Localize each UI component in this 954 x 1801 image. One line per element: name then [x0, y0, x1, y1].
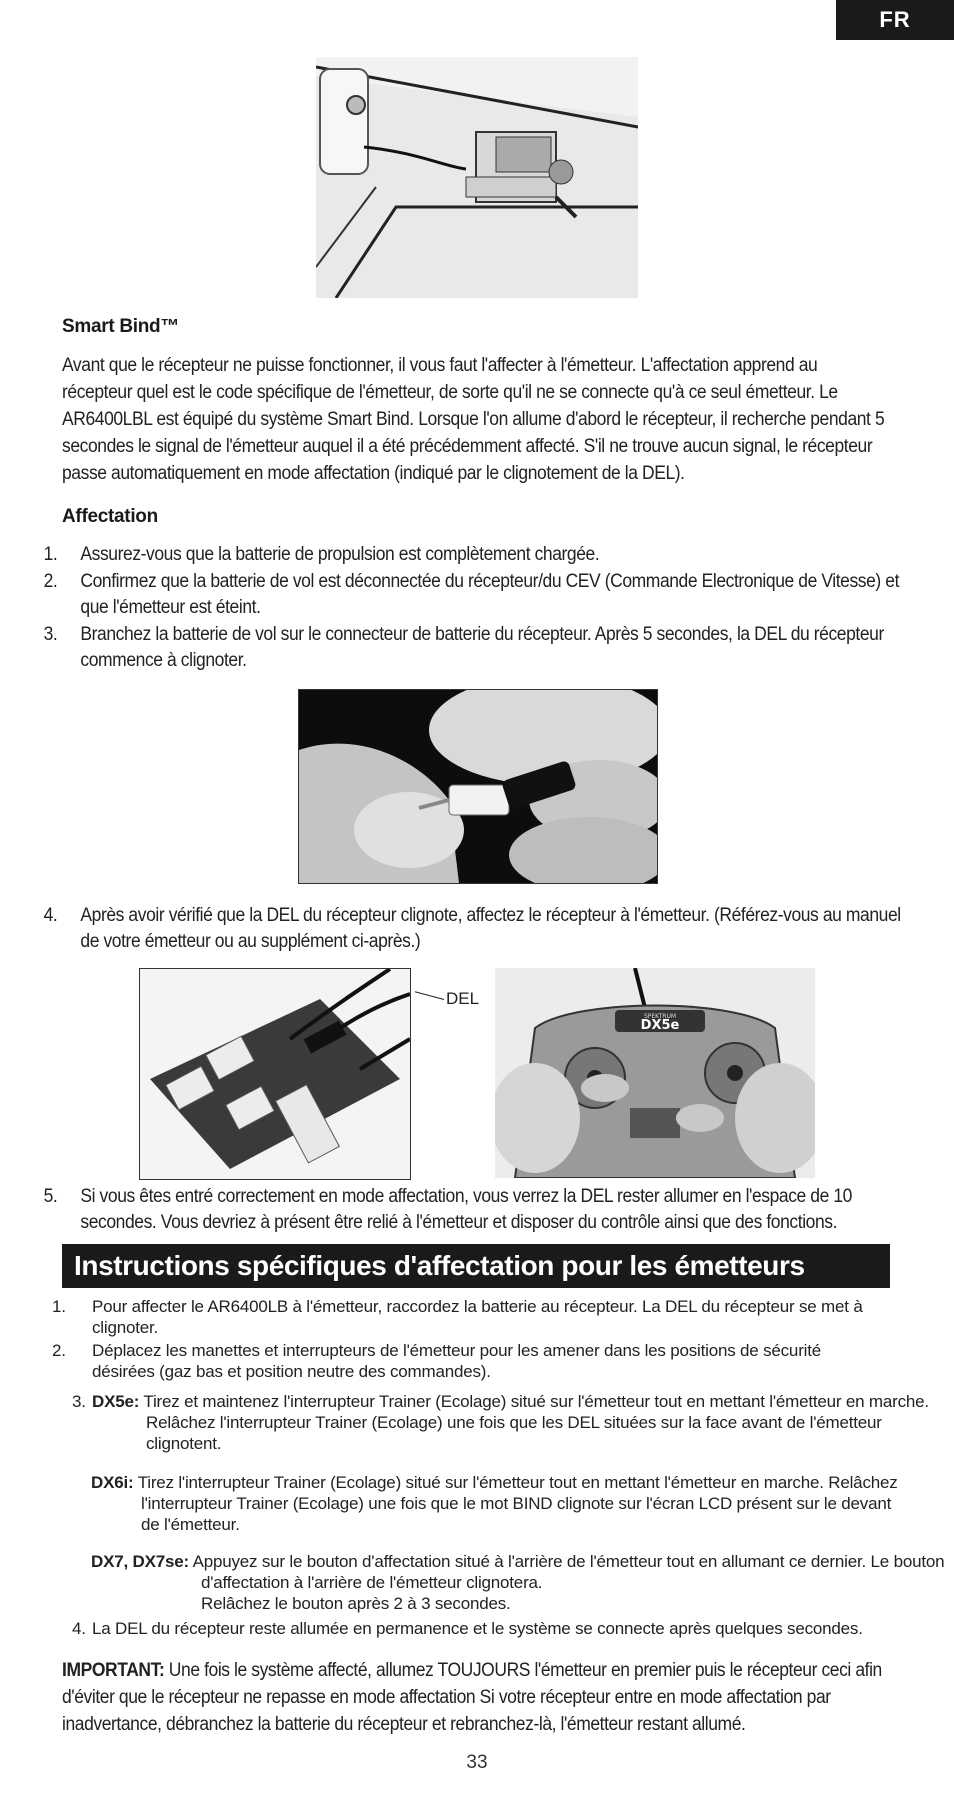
transmitter-step-1 [52, 1296, 892, 1338]
step-number: 1. [52, 1297, 66, 1316]
step-text: Si vous êtes entré correctement en mode affectation, vous verrez la DEL rester allumer en l'espace de 10 secondes. Vous devriez à présent être relié à l'émetteur et disposer du contrôle ainsi que des fonctions. [80, 1186, 852, 1233]
receiver-install-photo [316, 57, 638, 298]
transmitter-step-3-dx6i [91, 1472, 901, 1535]
step-text: Pour affecter le AR6400LB à l'émetteur, raccordez la batterie au récepteur. La DEL du récepteur se met à clignoter. [92, 1297, 863, 1337]
step-number: 2. [43, 571, 58, 592]
step-number: 1. [43, 544, 58, 565]
important-label: IMPORTANT: [62, 1660, 165, 1681]
dx7-text: Appuyez sur le bouton d'affectation situé à l'arrière de l'émetteur tout en allumant ce dernier. Le bouton d'affectation à l'arrière de l'émetteur clignotera. [192, 1552, 945, 1592]
dx5e-label: DX5e: [92, 1392, 140, 1411]
step-2 [43, 569, 918, 621]
transmitter-step-3-dx7 [91, 1551, 954, 1614]
affectation-heading: Affectation [62, 506, 158, 527]
step-number: 5. [43, 1186, 58, 1207]
receiver-board-photo [139, 968, 411, 1180]
step-number: 4. [72, 1619, 86, 1638]
step-number: 3. [72, 1392, 86, 1411]
smart-bind-heading: Smart Bind™ [62, 316, 180, 337]
dx7-text-2: Relâchez le bouton après 2 à 3 secondes. [201, 1594, 511, 1613]
step-text: Déplacez les manettes et interrupteurs de l'émetteur pour les amener dans les positions de sécurité désirées (gaz bas et position neutre des commandes). [92, 1341, 822, 1381]
step-1 [43, 542, 918, 568]
important-note [62, 1657, 892, 1738]
step-text: Après avoir vérifié que la DEL du récepteur clignote, affectez le récepteur à l'émetteur. (Référez-vous au manuel de votre émetteur ou au supplément ci-après.) [80, 905, 901, 952]
step-number: 3. [43, 624, 58, 645]
smart-bind-paragraph: Avant que le récepteur ne puisse fonctionner, il vous faut l'affecter à l'émetteur. L'affectation apprend au récepteur quel est le code spécifique de l'émetteur, de sorte qu'il ne se connecte qu'à ce seul émetteur. Le AR6400LBL est équipé du système Smart Bind. Lorsque l'on allume d'abord le récepteur, il recherche pendant 5 secondes le signal de l'émetteur auquel il a été précédemment affecté. S'il ne trouve aucun signal, le récepteur passe automatiquement en mode affectation (indiqué par le clignotement de la DEL). [62, 355, 885, 484]
page-number: 33 [466, 1752, 488, 1773]
step-text: La DEL du récepteur reste allumée en permanence et le système se connecte après quelques secondes. [92, 1619, 863, 1638]
step-text: Assurez-vous que la batterie de propulsion est complètement chargée. [80, 544, 600, 565]
step-number: 2. [52, 1341, 66, 1360]
transmitter-step-3-dx5e [72, 1391, 936, 1454]
transmitter-step-2 [52, 1340, 862, 1382]
transmitter-photo [495, 968, 815, 1178]
dx5e-text: Tirez et maintenez l'interrupteur Trainer (Ecolage) situé sur l'émetteur tout en mettant l'émetteur en marche. Relâchez l'interrupteur Trainer (Ecolage) une fois que les DEL situées sur la face avant de l'émetteur clignotent. [143, 1392, 929, 1453]
transmitter-model: DX5e [640, 1018, 680, 1033]
language-tab: FR [836, 0, 954, 40]
step-4 [43, 903, 918, 955]
step-text: Confirmez que la batterie de vol est déconnectée du récepteur/du CEV (Commande Electronique de Vitesse) et que l'émetteur est éteint. [80, 571, 900, 618]
del-callout: DEL [446, 989, 480, 1008]
transmitter-brand: SPEKTRUM [643, 1013, 677, 1020]
step-number: 4. [43, 905, 58, 926]
step-5 [43, 1184, 918, 1236]
battery-connect-photo [298, 689, 658, 884]
dx6i-text: Tirez l'interrupteur Trainer (Ecolage) situé sur l'émetteur tout en mettant l'émetteur en marche. Relâchez l'interrupteur Trainer (Ecolage) une fois que le mot BIND clignote sur l'écran LCD présent sur le devant de l'émetteur. [137, 1473, 898, 1534]
transmitter-instructions-banner: Instructions spécifiques d'affectation pour les émetteurs [62, 1244, 890, 1288]
transmitter-step-4 [72, 1618, 932, 1639]
important-text: Une fois le système affecté, allumez TOUJOURS l'émetteur en premier puis le récepteur ceci afin d'éviter que le récepteur ne repasse en mode affectation Si votre récepteur entre en mode affectation par inadvertance, débranchez la batterie du récepteur et rebranchez-là, l'émetteur restant allumé. [62, 1660, 882, 1735]
del-pointer-line [415, 991, 444, 1000]
step-3 [43, 622, 918, 674]
dx6i-label: DX6i: [91, 1473, 134, 1492]
dx7-label: DX7, DX7se: [91, 1552, 189, 1571]
step-text: Branchez la batterie de vol sur le connecteur de batterie du récepteur. Après 5 secondes, la DEL du récepteur commence à clignoter. [80, 624, 884, 671]
